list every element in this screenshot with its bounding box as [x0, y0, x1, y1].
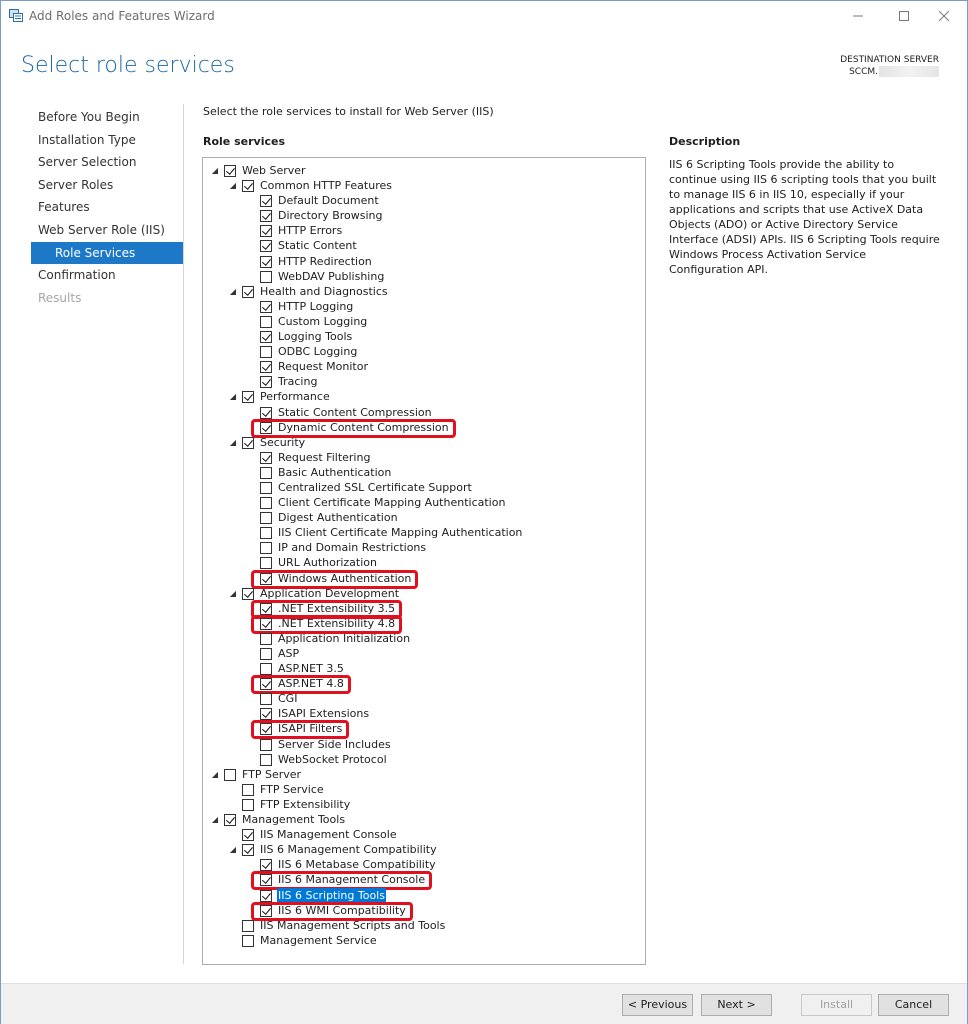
tree-item[interactable] — [203, 691, 645, 706]
tree-item-label: Request Filtering — [278, 450, 371, 464]
checkbox[interactable] — [242, 286, 254, 298]
nav-item-results: Results — [38, 290, 82, 305]
tree-item[interactable] — [203, 178, 645, 193]
checkbox[interactable] — [260, 331, 272, 343]
tree-item[interactable] — [203, 389, 645, 404]
tree-item[interactable] — [203, 314, 645, 329]
role-services-heading: Role services — [203, 135, 285, 148]
tree-item[interactable] — [203, 359, 645, 374]
tree-item[interactable] — [203, 888, 645, 903]
tree-item-label: Performance — [260, 390, 330, 404]
title-bar[interactable] — [1, 1, 967, 31]
tree-item-label: Application Development — [260, 586, 400, 600]
tree-item-label: Tracing — [278, 375, 318, 389]
tree-item[interactable] — [203, 223, 645, 238]
tree-item-label: IIS 6 Management Console — [278, 873, 426, 887]
nav-item-server-selection[interactable]: Server Selection — [38, 155, 137, 170]
tree-item-label: Directory Browsing — [278, 209, 383, 223]
tree-item[interactable] — [203, 842, 645, 857]
checkbox[interactable] — [260, 346, 272, 358]
tree-item-label: Server Side Includes — [278, 737, 391, 751]
tree-item-label: .NET Extensibility 3.5 — [278, 601, 396, 615]
tree-item-label: Management Service — [260, 933, 377, 947]
tree-item[interactable] — [203, 752, 645, 767]
tree-item[interactable] — [203, 465, 645, 480]
tree-item[interactable] — [203, 525, 645, 540]
tree-item-label: IIS Management Scripts and Tools — [260, 918, 446, 932]
redacted-server-name — [879, 66, 939, 77]
checkbox[interactable] — [260, 573, 272, 585]
tree-item[interactable] — [203, 737, 645, 752]
tree-item[interactable] — [203, 193, 645, 208]
checkbox[interactable] — [260, 497, 272, 509]
maximize-icon — [899, 11, 909, 21]
tree-item-label: WebSocket Protocol — [278, 752, 387, 766]
tree-item[interactable] — [203, 812, 645, 827]
tree-item-label: FTP Extensibility — [260, 797, 351, 811]
checkbox[interactable] — [242, 935, 254, 947]
tree-item[interactable] — [203, 631, 645, 646]
tree-item[interactable] — [203, 208, 645, 223]
checkbox[interactable] — [260, 467, 272, 479]
previous-button[interactable]: < Previous — [622, 994, 693, 1016]
tree-item-label: .NET Extensibility 4.8 — [278, 616, 396, 630]
tree-item[interactable] — [203, 646, 645, 661]
tree-item[interactable] — [203, 706, 645, 721]
checkbox[interactable] — [260, 905, 272, 917]
checkbox[interactable] — [260, 361, 272, 373]
checkbox[interactable] — [260, 271, 272, 283]
checkbox[interactable] — [242, 180, 254, 192]
checkbox[interactable] — [224, 769, 236, 781]
tree-item[interactable] — [203, 344, 645, 359]
tree-item[interactable] — [203, 238, 645, 253]
expand-toggle-icon[interactable]: ◢ — [211, 166, 219, 175]
tree-item[interactable] — [203, 616, 645, 631]
checkbox[interactable] — [260, 708, 272, 720]
tree-item-label: ASP.NET 4.8 — [278, 677, 344, 691]
checkbox[interactable] — [260, 874, 272, 886]
checkbox[interactable] — [242, 437, 254, 449]
tree-item[interactable] — [203, 601, 645, 616]
tree-item-label: Centralized SSL Certificate Support — [278, 480, 472, 494]
checkbox[interactable] — [260, 512, 272, 524]
minimize-button[interactable] — [835, 1, 881, 31]
checkbox[interactable] — [242, 829, 254, 841]
tree-item[interactable] — [203, 797, 645, 812]
tree-item-label: Common HTTP Features — [260, 179, 392, 193]
checkbox[interactable] — [260, 678, 272, 690]
checkbox[interactable] — [260, 225, 272, 237]
next-button[interactable]: Next > — [701, 994, 772, 1016]
tree-item[interactable] — [203, 872, 645, 887]
role-services-tree[interactable] — [202, 157, 646, 965]
checkbox[interactable] — [260, 648, 272, 660]
checkbox[interactable] — [260, 422, 272, 434]
tree-item[interactable] — [203, 676, 645, 691]
tree-item[interactable] — [203, 571, 645, 586]
tree-item-label: Management Tools — [242, 813, 346, 827]
tree-item-label: IIS Client Certificate Mapping Authentication — [278, 526, 523, 540]
checkbox[interactable] — [260, 210, 272, 222]
wizard-nav — [31, 106, 183, 309]
tree-item-label: Health and Diagnostics — [260, 284, 388, 298]
tree-item-label: Static Content Compression — [278, 405, 432, 419]
checkbox[interactable] — [242, 799, 254, 811]
checkbox[interactable] — [260, 542, 272, 554]
tree-item-label: IP and Domain Restrictions — [278, 541, 427, 555]
expand-toggle-icon[interactable]: ◢ — [211, 815, 219, 825]
tree-item-label: FTP Server — [242, 767, 302, 781]
tree-item[interactable] — [203, 827, 645, 842]
checkbox[interactable] — [260, 754, 272, 766]
tree-item[interactable] — [203, 782, 645, 797]
checkbox[interactable] — [260, 527, 272, 539]
checkbox[interactable] — [260, 618, 272, 630]
checkbox[interactable] — [260, 301, 272, 313]
nav-item-before-you-begin[interactable]: Before You Begin — [38, 110, 140, 124]
tree-item-label: ISAPI Filters — [278, 722, 343, 736]
tree-item[interactable] — [203, 299, 645, 314]
instruction-text: Select the role services to install for Web Server (IIS) — [203, 105, 494, 118]
tree-item[interactable] — [203, 495, 645, 510]
tree-item[interactable] — [203, 767, 645, 782]
expand-toggle-icon[interactable]: ◢ — [229, 588, 237, 598]
nav-item-role-services[interactable]: Role Services — [31, 242, 183, 265]
expand-toggle-icon[interactable]: ◢ — [211, 769, 219, 779]
tree-item[interactable] — [203, 435, 645, 450]
tree-item-label: IIS 6 WMI Compatibility — [278, 903, 406, 917]
tree-item-label: Application Initialization — [278, 631, 411, 645]
checkbox[interactable] — [260, 195, 272, 207]
checkbox[interactable] — [242, 588, 254, 600]
nav-item-features[interactable]: Features — [38, 200, 90, 215]
tree-item-label: Web Server — [242, 164, 306, 177]
minimize-icon — [853, 11, 863, 21]
expand-toggle-icon[interactable]: ◢ — [229, 845, 237, 855]
tree-item-label: ODBC Logging — [278, 345, 358, 359]
expand-toggle-icon[interactable]: ◢ — [229, 392, 237, 402]
nav-item-confirmation[interactable]: Confirmation — [38, 268, 116, 283]
tree-item[interactable] — [203, 540, 645, 555]
checkbox[interactable] — [260, 407, 272, 419]
tree-item[interactable] — [203, 933, 645, 948]
checkbox[interactable] — [260, 557, 272, 569]
tree-item[interactable] — [203, 254, 645, 269]
checkbox[interactable] — [260, 376, 272, 388]
checkbox[interactable] — [260, 482, 272, 494]
tree-item[interactable] — [203, 918, 645, 933]
tree-item[interactable] — [203, 480, 645, 495]
description-heading: Description — [669, 135, 741, 148]
close-icon — [939, 11, 949, 21]
cancel-button[interactable]: Cancel — [878, 994, 949, 1016]
server-name: SCCM. — [849, 67, 878, 77]
tree-item-label: IIS 6 Scripting Tools — [278, 888, 385, 902]
expand-toggle-icon[interactable]: ◢ — [229, 286, 237, 296]
tree-item-label: HTTP Redirection — [278, 254, 372, 268]
tree-item-label: URL Authorization — [278, 556, 377, 570]
tree-item[interactable] — [203, 420, 645, 435]
nav-divider — [183, 104, 184, 964]
tree-item-label: Default Document — [278, 194, 379, 208]
nav-item-installation-type[interactable]: Installation Type — [38, 132, 136, 147]
destination-label: DESTINATION SERVER — [840, 55, 939, 65]
tree-item[interactable] — [203, 555, 645, 570]
tree-item-label: Request Monitor — [278, 360, 368, 374]
tree-item-label: HTTP Logging — [278, 299, 354, 313]
close-button[interactable] — [921, 1, 967, 31]
checkbox[interactable] — [260, 693, 272, 705]
tree-item[interactable] — [203, 586, 645, 601]
tree-item-label: ASP — [278, 647, 300, 660]
nav-item-web-server-role-iis[interactable]: Web Server Role (IIS) — [38, 222, 165, 237]
tree-item-label: IIS 6 Management Compatibility — [260, 843, 437, 857]
tree-item[interactable] — [203, 374, 645, 389]
checkbox[interactable] — [260, 240, 272, 252]
tree-item[interactable] — [203, 721, 645, 736]
wizard-footer — [1, 983, 967, 1024]
checkbox[interactable] — [260, 256, 272, 268]
tree-item-label: Static Content — [278, 239, 357, 253]
tree-item[interactable] — [203, 661, 645, 676]
checkbox[interactable] — [260, 723, 272, 735]
window-title: Add Roles and Features Wizard — [29, 9, 215, 23]
tree-item[interactable] — [203, 163, 645, 178]
tree-item-label: IIS Management Console — [260, 828, 397, 842]
tree-item-label: Dynamic Content Compression — [278, 420, 449, 434]
tree-item-label: Windows Authentication — [278, 571, 412, 585]
tree-item[interactable] — [203, 903, 645, 918]
tree-item-label: CGI — [278, 692, 298, 706]
tree-item-label: IIS 6 Metabase Compatibility — [278, 858, 436, 872]
tree-item-label: Custom Logging — [278, 314, 368, 328]
page-title: Select role services — [21, 53, 235, 78]
tree-item-label: ASP.NET 3.5 — [278, 662, 344, 676]
tree-item-label: Logging Tools — [278, 330, 353, 344]
tree-item-label: Basic Authentication — [278, 465, 392, 479]
tree-item[interactable] — [203, 450, 645, 465]
install-button[interactable]: Install — [801, 994, 872, 1016]
destination-server — [840, 54, 939, 78]
checkbox[interactable] — [260, 452, 272, 464]
tree-item[interactable] — [203, 405, 645, 420]
checkbox[interactable] — [260, 633, 272, 645]
tree-item-label: HTTP Errors — [278, 224, 343, 238]
checkbox[interactable] — [260, 663, 272, 675]
tree-item-label: Client Certificate Mapping Authentication — [278, 496, 506, 510]
checkbox[interactable] — [260, 739, 272, 751]
tree-item[interactable] — [203, 857, 645, 872]
checkbox[interactable] — [260, 890, 272, 902]
checkbox[interactable] — [224, 165, 236, 177]
nav-item-server-roles[interactable]: Server Roles — [38, 177, 114, 192]
tree-item[interactable] — [203, 269, 645, 284]
tree-item-label: ISAPI Extensions — [278, 707, 370, 721]
tree-item[interactable] — [203, 329, 645, 344]
checkbox[interactable] — [242, 784, 254, 796]
checkbox[interactable] — [224, 814, 236, 826]
tree-item-label: Digest Authentication — [278, 511, 398, 525]
expand-toggle-icon[interactable]: ◢ — [229, 181, 237, 191]
server-manager-icon — [9, 9, 23, 22]
tree-item-label: FTP Service — [260, 782, 324, 796]
tree-item[interactable] — [203, 510, 645, 525]
checkbox[interactable] — [242, 920, 254, 932]
tree-item-label: Security — [260, 435, 306, 449]
checkbox[interactable] — [242, 391, 254, 403]
description-text: IIS 6 Scripting Tools provide the ability to continue using IIS 6 scripting tools that you built to manage IIS 6 in IIS 10, especially if your applications and scripts that use ActiveX Data Objects (ADO) or Active Directory Service Interface (ADSI) APIs. IIS 6 Scripting Tools require Windows Process Activation Service Configuration API. — [669, 158, 940, 276]
tree-item-label: WebDAV Publishing — [278, 269, 385, 283]
tree-item[interactable] — [203, 284, 645, 299]
checkbox[interactable] — [242, 844, 254, 856]
checkbox[interactable] — [260, 603, 272, 615]
expand-toggle-icon[interactable]: ◢ — [229, 437, 237, 447]
checkbox[interactable] — [260, 316, 272, 328]
checkbox[interactable] — [260, 859, 272, 871]
